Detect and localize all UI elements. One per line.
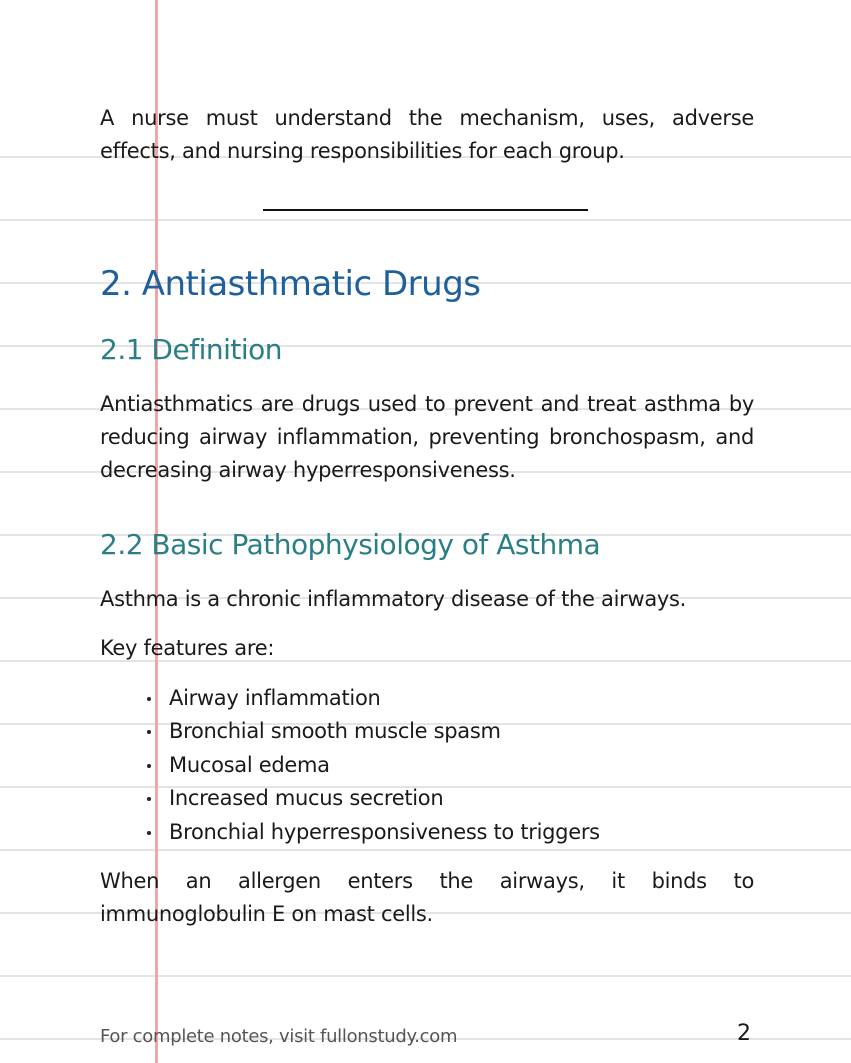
list-item-text: Airway inflammation <box>169 686 381 710</box>
pathophysiology-intro-block <box>100 583 754 616</box>
bullet-icon <box>147 697 151 701</box>
bullet-icon <box>147 730 151 734</box>
ruled-line <box>0 975 851 977</box>
intro-block <box>100 102 754 168</box>
list-item <box>145 816 600 849</box>
list-item-text: Mucosal edema <box>169 752 330 777</box>
closing-paragraph: When an allergen enters the airways, it binds to immunoglobulin E on mast cells. <box>100 869 754 926</box>
list-item-text: Increased mucus secretion <box>169 786 444 811</box>
page-number: 2 <box>737 1021 751 1046</box>
pathophysiology-intro: Asthma is a chronic inflammatory disease of the airways. <box>100 587 687 611</box>
definition-heading: 2.1 Definition <box>100 333 283 366</box>
features-list <box>145 682 600 849</box>
list-item <box>145 715 600 748</box>
bullet-icon <box>147 831 151 835</box>
bullet-icon <box>147 764 151 768</box>
list-item-text: Bronchial hyperresponsiveness to triggers <box>169 819 600 844</box>
ruled-line <box>0 849 851 851</box>
section-divider <box>263 209 588 211</box>
intro-paragraph: A nurse must understand the mechanism, uses, adverse effects, and nursing responsibilities for each group. <box>100 106 754 163</box>
list-item <box>145 749 600 782</box>
bullet-icon <box>147 797 151 801</box>
features-label-block <box>100 632 754 665</box>
list-item-text: Bronchial smooth muscle spasm <box>169 719 501 744</box>
definition-paragraph: Antiasthmatics are drugs used to prevent and treat asthma by reducing airway inflammation, preventing bronchospasm, and decreasing airway hyperresponsiveness. <box>100 392 754 482</box>
pathophysiology-heading: 2.2 Basic Pathophysiology of Asthma <box>100 528 601 561</box>
closing-block <box>100 865 754 931</box>
definition-block <box>100 388 754 487</box>
list-item <box>145 682 600 715</box>
features-label: Key features are: <box>100 636 275 660</box>
footer-note: For complete notes, visit fullonstudy.com <box>100 1026 458 1047</box>
list-item <box>145 782 600 815</box>
ruled-line <box>0 219 851 221</box>
section-heading: 2. Antiasthmatic Drugs <box>100 264 481 304</box>
